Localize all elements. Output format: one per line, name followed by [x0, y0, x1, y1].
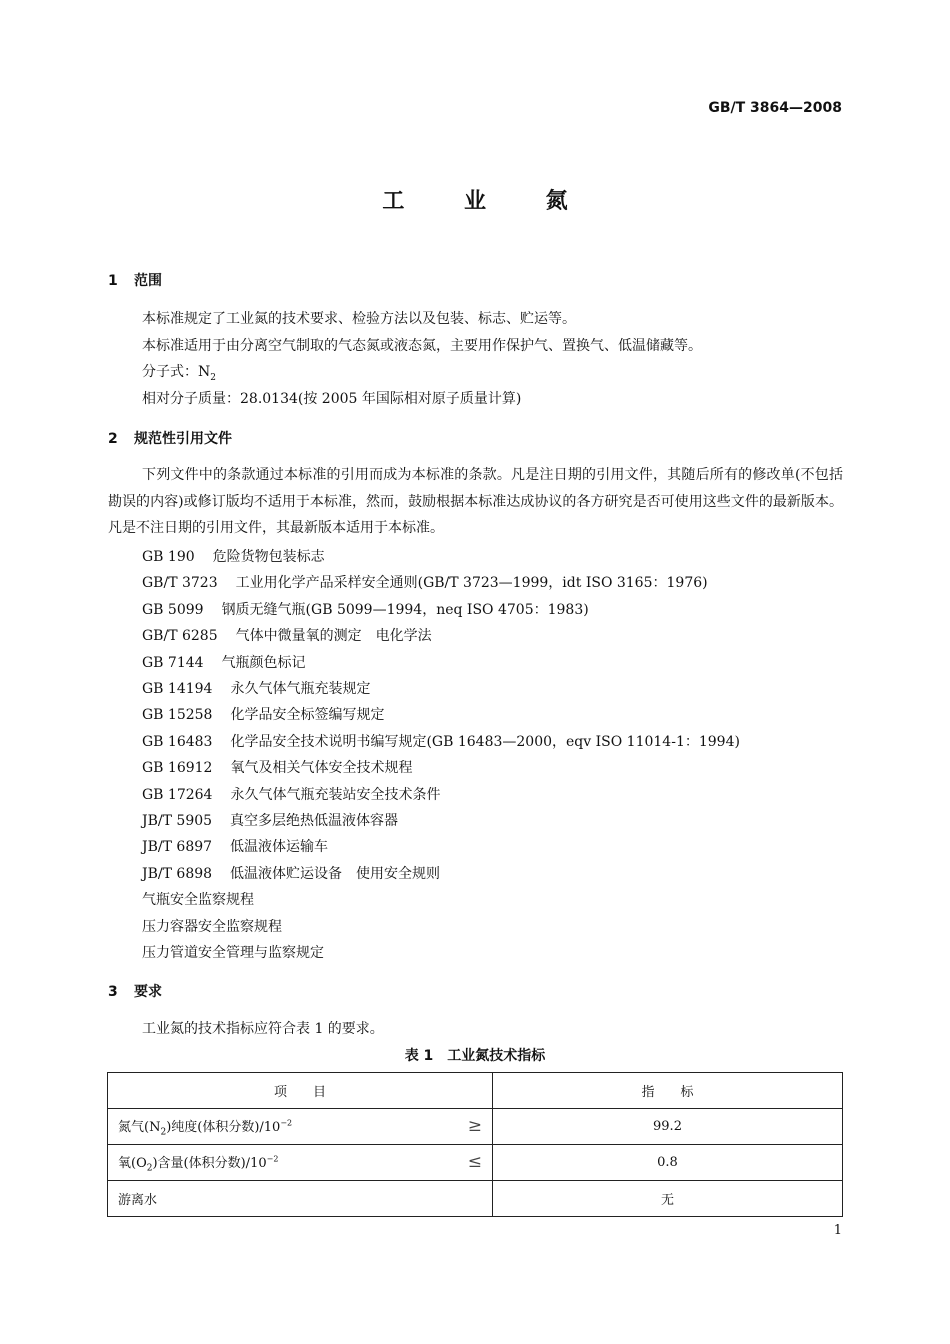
reference-code: JB/T 5905 — [142, 813, 213, 829]
item-cell — [108, 1181, 493, 1217]
reference-title: 化学品安全标签编写规定 — [230, 707, 385, 724]
reference-code: GB/T 3723 — [142, 575, 218, 592]
header-value: 指 标 — [493, 1073, 843, 1109]
section-3-heading — [108, 981, 162, 1001]
reference-item — [142, 546, 325, 566]
reference-item — [142, 889, 254, 909]
section-title: 范围 — [134, 273, 162, 289]
reference-title: 压力容器安全监察规程 — [142, 918, 282, 935]
reference-item — [142, 784, 440, 804]
item-text-suffix: )含量(体积分数)/10 — [152, 1155, 267, 1171]
section-number: 1 — [108, 273, 118, 289]
item-superscript: −2 — [280, 1118, 293, 1128]
reference-title: 压力管道安全管理与监察规定 — [142, 945, 324, 961]
item-subscript: 2 — [146, 1163, 153, 1174]
reference-title: 真空多层绝热低温液体容器 — [230, 813, 399, 829]
reference-item — [142, 863, 440, 883]
reference-item — [142, 757, 412, 777]
formula-label: 分子式：N — [142, 364, 211, 380]
table-caption: 表 1 工业氮技术指标 — [404, 1048, 546, 1064]
reference-code: GB 190 — [142, 549, 195, 565]
table-header-row — [108, 1073, 843, 1109]
section-number: 2 — [108, 431, 118, 447]
value-cell: 99.2 — [493, 1109, 843, 1145]
reference-item — [142, 916, 282, 936]
reference-item — [142, 625, 432, 645]
spec-table — [107, 1072, 843, 1217]
page-number: 1 — [833, 1223, 842, 1238]
document-title: 工 业 氮 — [382, 189, 594, 214]
reference-title: 永久气体气瓶充装站安全技术条件 — [230, 786, 441, 803]
reference-title: 危险货物包装标志 — [212, 549, 325, 565]
reference-item — [142, 652, 306, 672]
reference-item — [142, 731, 740, 751]
item-cell — [108, 1145, 493, 1181]
reference-item — [142, 704, 384, 724]
reference-code: JB/T 6898 — [142, 865, 213, 882]
reference-title: 低温液体运输车 — [230, 839, 329, 856]
table-row — [108, 1109, 843, 1145]
reference-code: JB/T 6897 — [142, 839, 213, 856]
reference-title: 气瓶安全监察规程 — [142, 892, 254, 909]
item-text: 氮气(N — [118, 1119, 161, 1135]
value-cell: 0.8 — [493, 1145, 843, 1181]
section-number: 3 — [108, 984, 118, 1000]
item-text: 氧(O — [118, 1155, 147, 1171]
reference-code: GB 17264 — [142, 786, 213, 803]
section-title: 要求 — [134, 984, 162, 1000]
reference-title: 化学品安全技术说明书编写规定(GB 16483—2000，eqv ISO 11014-1：1994) — [230, 733, 740, 750]
header-item: 项 目 — [108, 1073, 493, 1109]
section-title: 规范性引用文件 — [134, 431, 232, 447]
table-row — [108, 1145, 843, 1181]
reference-item — [142, 678, 370, 698]
reference-title: 永久气体气瓶充装规定 — [230, 681, 371, 697]
reference-code: GB 7144 — [142, 654, 204, 671]
item-text: 游离水 — [118, 1193, 158, 1208]
reference-item — [142, 572, 708, 592]
reference-code: GB 16483 — [142, 733, 213, 750]
value-cell: 无 — [493, 1181, 843, 1217]
reference-code: GB 16912 — [142, 760, 213, 777]
reference-item — [142, 942, 324, 962]
normative-intro: 下列文件中的条款通过本标准的引用而成为本标准的条款。凡是注日期的引用文件，其随后所有的修改单(不包括勘误的内容)或修订版均不适用于本标准，然而，鼓励根据本标准达成协议的各方研究是否可使用这些文件的最新版本。凡是不注日期的引用文件，其最新版本适用于本标准。 — [108, 467, 843, 536]
reference-item — [142, 599, 589, 619]
reference-code: GB 15258 — [142, 707, 213, 724]
scope-line-2: 本标准适用于由分离空气制取的气态氮或液态氮，主要用作保护气、置换气、低温储藏等。 — [142, 338, 702, 354]
reference-item — [142, 810, 398, 830]
table-row — [108, 1181, 843, 1217]
reference-code: GB/T 6285 — [142, 628, 218, 645]
item-cell — [108, 1109, 493, 1145]
molecular-formula — [142, 361, 216, 383]
reference-code: GB 14194 — [142, 681, 213, 697]
comparison-operator: ≤ — [467, 1152, 482, 1172]
standard-number: GB/T 3864—2008 — [708, 100, 842, 116]
reference-title: 低温液体贮运设备 使用安全规则 — [230, 865, 441, 882]
reference-title: 气瓶颜色标记 — [221, 654, 306, 671]
item-subscript: 2 — [160, 1127, 167, 1138]
reference-title: 氧气及相关气体安全技术规程 — [230, 760, 413, 777]
section-2-heading — [108, 428, 232, 448]
item-text-suffix: )纯度(体积分数)/10 — [166, 1119, 281, 1135]
reference-title: 工业用化学产品采样安全通则(GB/T 3723—1999，idt ISO 3165：1976) — [235, 575, 708, 592]
reference-item — [142, 836, 328, 856]
reference-code: GB 5099 — [142, 601, 204, 618]
reference-title: 钢质无缝气瓶(GB 5099—1994，neq ISO 4705：1983) — [221, 601, 589, 618]
requirements-intro: 工业氮的技术指标应符合表 1 的要求。 — [142, 1021, 384, 1037]
item-superscript: −2 — [266, 1154, 279, 1164]
comparison-operator: ≥ — [467, 1116, 482, 1136]
formula-subscript: 2 — [210, 372, 216, 383]
molecular-mass: 相对分子质量：28.0134(按 2005 年国际相对原子质量计算) — [142, 391, 522, 407]
reference-title: 气体中微量氧的测定 电化学法 — [235, 628, 432, 645]
section-1-heading — [108, 270, 162, 290]
scope-line-1: 本标准规定了工业氮的技术要求、检验方法以及包装、标志、贮运等。 — [142, 311, 576, 327]
